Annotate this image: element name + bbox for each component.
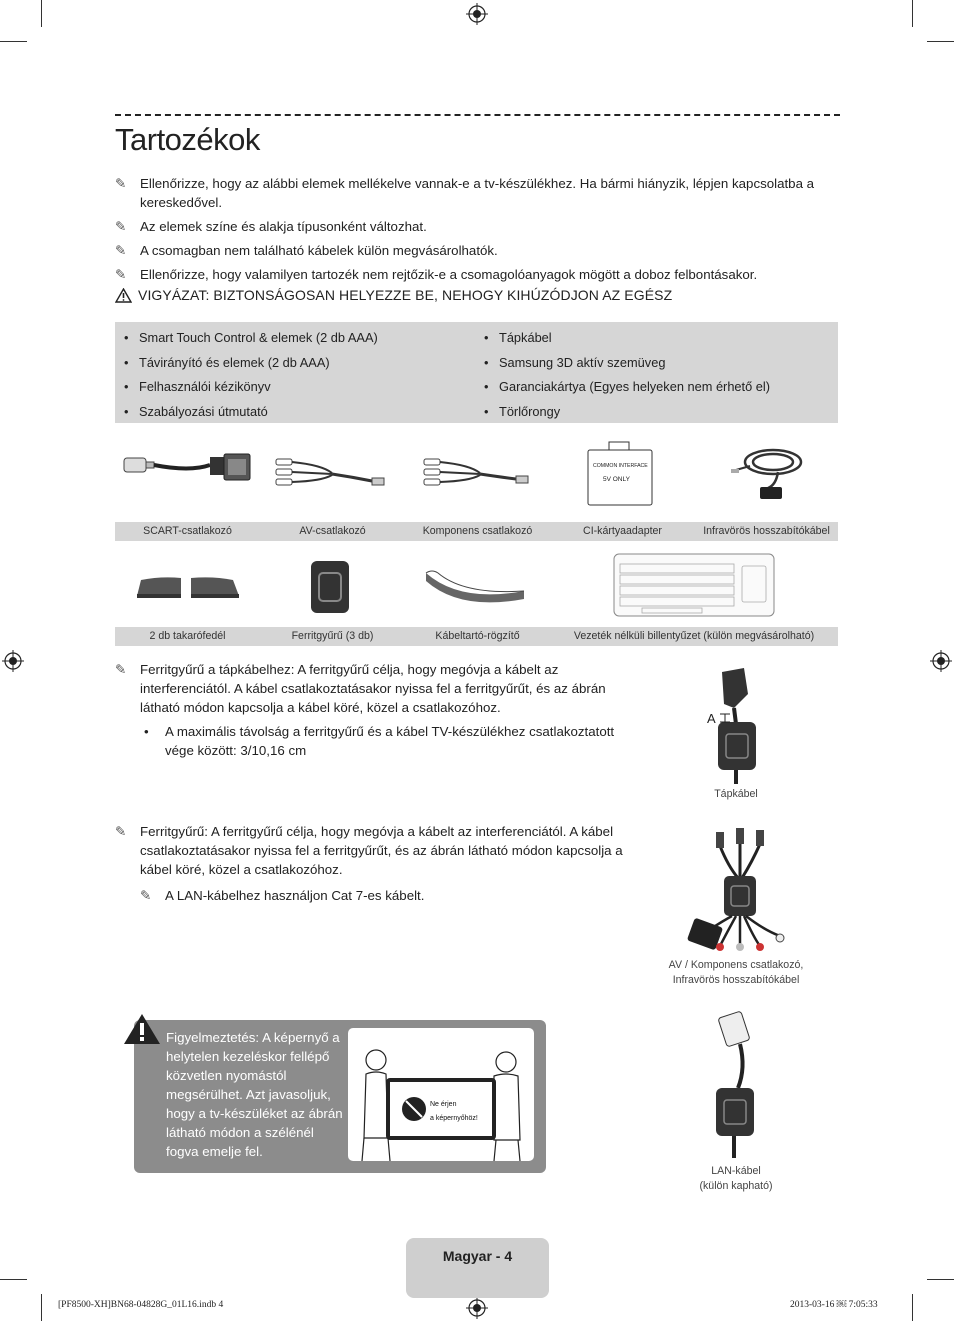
caption-av: AV-csatlakozó bbox=[299, 525, 366, 537]
label-a: A bbox=[707, 711, 716, 726]
ferrite-note: ✎ Ferritgyűrű: A ferritgyűrű célja, hogy megóvja a kábelt az interferenciától. A kábel csatlakoztatásakor nyissa fel a ferritgyűrűt, és az ábrán látható módon kapcsolja a kábel köré, közel a csatlakozóhoz. bbox=[115, 824, 623, 877]
ir-extension-cable-image bbox=[728, 440, 808, 505]
av-cable-ferrite-image bbox=[684, 826, 794, 956]
page-title: Tartozékok bbox=[115, 122, 260, 157]
crop-mark bbox=[41, 0, 42, 27]
page-number: Magyar - 4 bbox=[442, 1248, 513, 1264]
svg-text:5V ONLY: 5V ONLY bbox=[603, 476, 630, 483]
warning-triangle-icon bbox=[115, 288, 132, 303]
svg-text:a képernyőhöz!: a képernyőhöz! bbox=[430, 1115, 478, 1122]
caution-text: VIGYÁZAT: BIZTONSÁGOSAN HELYEZZE BE, NEHOGY KIHÚZÓDJON AZ EGÉSZ bbox=[138, 287, 673, 303]
list-item: • Szabályozási útmutató bbox=[115, 400, 378, 425]
title-divider bbox=[115, 114, 840, 116]
crop-mark bbox=[0, 1279, 27, 1280]
items-list-right bbox=[475, 326, 770, 425]
items-list-left bbox=[115, 326, 378, 425]
warning-triangle-icon bbox=[122, 1012, 162, 1046]
caption-ir-cable: Infravörös hosszabítókábel bbox=[703, 525, 830, 537]
people-carrying-tv-image bbox=[348, 1028, 534, 1161]
crop-mark bbox=[927, 41, 954, 42]
caption-power-cable: Tápkábel bbox=[714, 788, 758, 800]
scart-connector-image bbox=[120, 448, 255, 488]
caption-strip bbox=[115, 627, 838, 646]
pencil-icon: ✎ bbox=[115, 662, 127, 677]
note-item: ✎ Ellenőrizze, hogy valamilyen tartozék nem rejtőzik-e a csomagolóanyagok mögött a doboz felbontásakor. bbox=[115, 267, 758, 282]
pencil-icon: ✎ bbox=[115, 824, 127, 839]
note-item: ✎ A csomagban nem található kábelek külön megvásárolhatók. bbox=[115, 243, 498, 258]
ci-card-adapter-image bbox=[585, 440, 655, 510]
list-item: • Smart Touch Control & elemek (2 db AAA) bbox=[115, 326, 378, 351]
pencil-icon: ✎ bbox=[115, 219, 127, 234]
caption-ci-adapter: CI-kártyaadapter bbox=[583, 525, 662, 537]
caption-keyboard: Vezeték nélküli billentyűzet (külön megvásárolható) bbox=[573, 630, 815, 642]
page-number-tab bbox=[406, 1238, 549, 1298]
lan-note: ✎ A LAN-kábelhez használjon Cat 7-es kábelt. bbox=[140, 888, 425, 903]
list-item: • Távirányító és elemek (2 db AAA) bbox=[115, 351, 378, 376]
crop-mark bbox=[41, 1294, 42, 1321]
av-connector-image bbox=[272, 455, 392, 493]
note-item: ✎ Ellenőrizze, hogy az alábbi elemek mellékelve vannak-e a tv-készülékhez. Ha bármi hiányzik, lépjen kapcsolatba a kereskedővel. bbox=[115, 176, 815, 210]
list-item: • Tápkábel bbox=[475, 326, 770, 351]
crop-mark bbox=[0, 41, 27, 42]
pencil-icon: ✎ bbox=[115, 243, 127, 258]
caption-component: Komponens csatlakozó bbox=[422, 525, 533, 537]
list-item: • Törlőrongy bbox=[475, 400, 770, 425]
list-item: • Felhasználói kézikönyv bbox=[115, 375, 378, 400]
caption-lan-cable: LAN-kábel (külön kapható) bbox=[699, 1165, 773, 1192]
note-item: ✎ Az elemek színe és alakja típusonként változhat. bbox=[115, 219, 427, 234]
pencil-icon: ✎ bbox=[115, 176, 127, 191]
svg-text:Ne érjen: Ne érjen bbox=[430, 1101, 457, 1108]
crop-mark bbox=[912, 0, 913, 27]
ferrite-core-image bbox=[305, 557, 355, 617]
registration-mark-icon bbox=[2, 650, 24, 672]
wireless-keyboard-image bbox=[612, 552, 776, 618]
registration-mark-icon bbox=[466, 3, 488, 25]
tv-handling-illustration bbox=[348, 1028, 534, 1161]
component-connector-image bbox=[420, 455, 535, 493]
list-item: • Samsung 3D aktív szemüveg bbox=[475, 351, 770, 376]
caption-cover-caps: 2 db takarófedél bbox=[149, 630, 226, 642]
caption-cable-holder: Kábeltartó-rögzítő bbox=[435, 630, 520, 642]
registration-mark-icon bbox=[466, 1297, 488, 1319]
warning-text: Figyelmeztetés: A képernyő a helytelen kezeléskor fellépő közvetlen nyomástól megsérülhet. Azt javasoljuk, hogy a tv-készüléket az ábrán látható módon a szélénél fogva emelje fel. bbox=[166, 1030, 343, 1159]
caption-av-component: AV / Komponens csatlakozó, Infravörös hosszabítókábel bbox=[668, 959, 804, 986]
registration-mark-icon bbox=[930, 650, 952, 672]
ferrite-power-bullet: • A maximális távolság a ferritgyűrű és a kábel TV-készülékhez csatlakoztatott vége között: 3/10,16 cm bbox=[144, 724, 615, 758]
caution-line bbox=[115, 287, 672, 303]
ferrite-power-note: ✎ Ferritgyűrű a tápkábelhez: A ferritgyűrű célja, hogy megóvja a kábelt az interferenciától. A kábel csatlakoztatásakor nyissa fel a ferritgyűrűt, és az ábrán látható módon kapcsolja a kábel köré, közel a csatlakozóhoz. bbox=[115, 662, 606, 715]
lan-cable-ferrite-image bbox=[700, 1008, 770, 1158]
caption-ferrite: Ferritgyűrű (3 db) bbox=[291, 630, 374, 642]
caption-scart: SCART-csatlakozó bbox=[143, 525, 232, 537]
cable-holder-image bbox=[420, 565, 530, 610]
pencil-icon: ✎ bbox=[115, 267, 127, 282]
cover-caps-image bbox=[133, 572, 243, 602]
pencil-icon: ✎ bbox=[140, 888, 152, 903]
svg-text:COMMON INTERFACE: COMMON INTERFACE bbox=[593, 463, 648, 469]
footer-timestamp: 2013-03-16 ￼ 7:05:33 bbox=[790, 1300, 878, 1310]
footer-file-info: [PF8500-XH]BN68-04828G_01L16.indb 4 bbox=[58, 1300, 224, 1310]
included-items-box bbox=[115, 322, 838, 423]
caption-strip bbox=[115, 522, 838, 541]
list-item: • Garanciakártya (Egyes helyeken nem érhető el) bbox=[475, 375, 770, 400]
crop-mark bbox=[912, 1294, 913, 1321]
crop-mark bbox=[927, 1279, 954, 1280]
warning-box bbox=[134, 1020, 546, 1173]
